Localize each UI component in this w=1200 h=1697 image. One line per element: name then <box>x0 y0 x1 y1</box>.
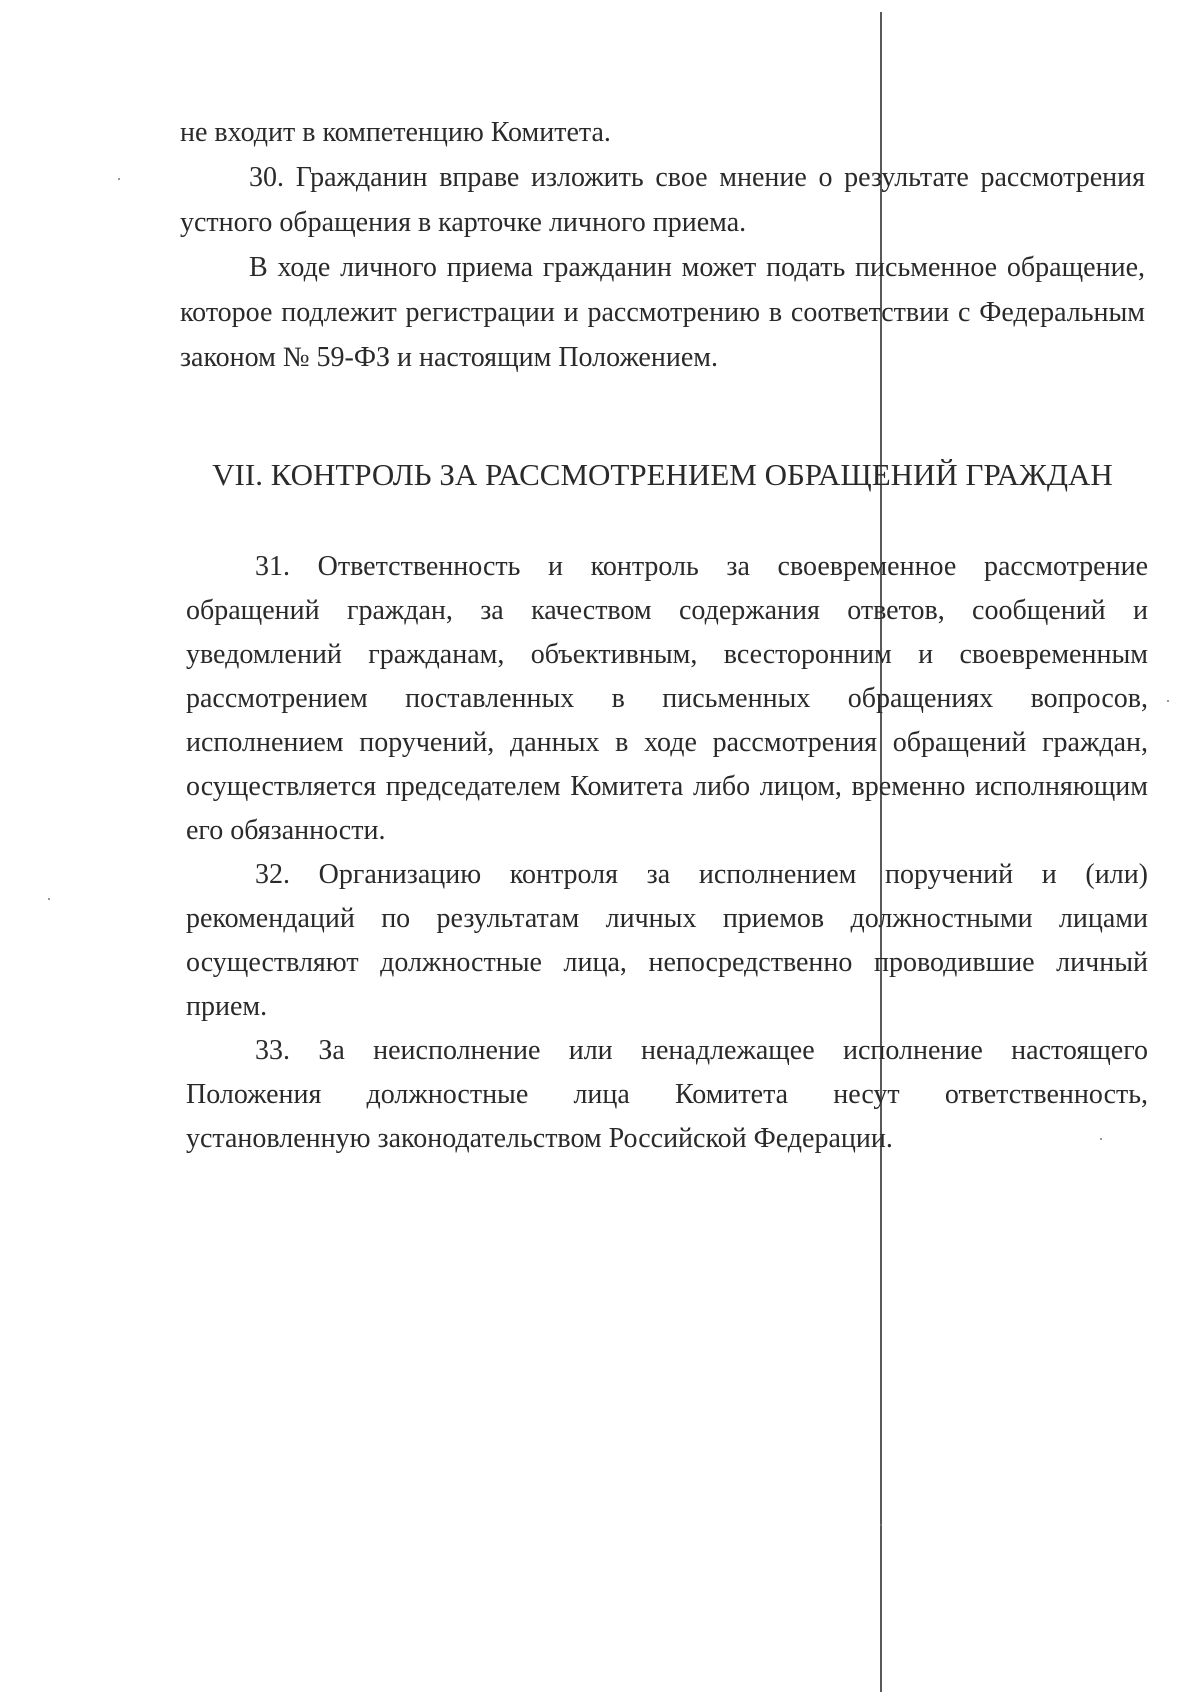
paragraph-30-continued: В ходе личного приема гражданин может подать письменное обращение, которое подлежит регистрации и рассмотрению в соответствии с Федеральным законом № 59-ФЗ и настоящим Положением. <box>180 252 1145 373</box>
scan-speck <box>1100 1138 1102 1140</box>
paragraph-30: 30. Гражданин вправе изложить свое мнение о результате рассмотрения устного обращения в карточке личного приема. <box>180 162 1145 238</box>
text-block-top <box>180 110 1145 380</box>
paragraph-continuation: не входит в компетенцию Комитета. <box>180 117 611 148</box>
scan-speck <box>880 1524 882 1526</box>
text-block-section <box>186 545 1148 1161</box>
paragraph-32: 32. Организацию контроля за исполнением поручений и (или) рекомендаций по результатам личных приемов должностными лицами осуществляют должностные лица, непосредственно проводившие личный прием. <box>186 859 1148 1022</box>
scan-speck <box>1167 700 1169 702</box>
paragraph-31: 31. Ответственность и контроль за своевременное рассмотрение обращений граждан, за качеством содержания ответов, сообщений и уведомлений гражданам, объективным, всесторонним и своевременным рассмотрением поставленных в письменных обращениях вопросов, исполнением поручений, данных в ходе рассмотрения обращений граждан, осуществляется председателем Комитета либо лицом, временно исполняющим его обязанности. <box>186 551 1148 846</box>
scan-speck <box>48 898 50 900</box>
section-heading: VII. КОНТРОЛЬ ЗА РАССМОТРЕНИЕМ ОБРАЩЕНИЙ ГРАЖДАН <box>212 457 1113 492</box>
scan-speck <box>118 178 120 180</box>
paragraph-33: 33. За неисполнение или ненадлежащее исполнение настоящего Положения должностные лица Комитета несут ответственность, установленную законодательством Российской Федерации. <box>186 1035 1148 1154</box>
